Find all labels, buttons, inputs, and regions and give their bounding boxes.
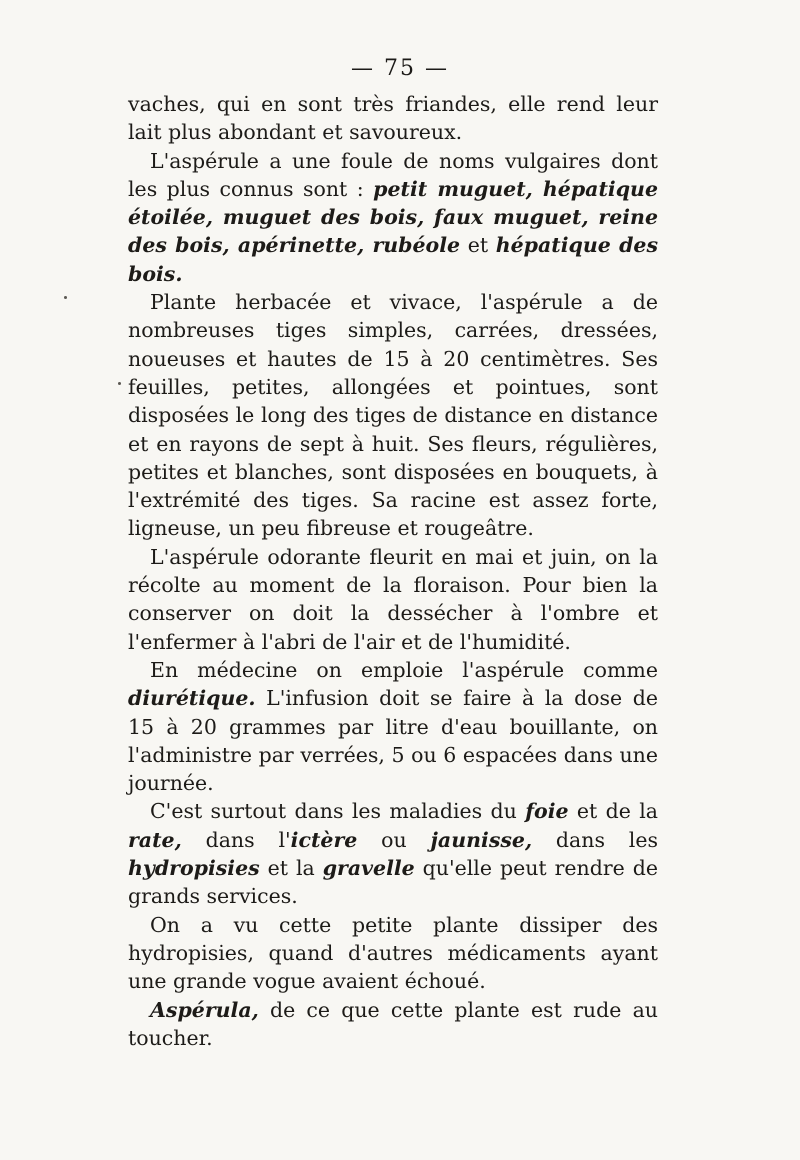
italic-term: ictère <box>290 827 358 852</box>
text-run: dans l' <box>181 827 291 852</box>
text-run: vaches, qui en sont très friandes, elle rend leur lait plus abondant et savoureux. <box>128 92 658 145</box>
text-run: et <box>460 233 496 258</box>
paragraph <box>128 90 658 147</box>
text-run: C'est surtout dans les maladies du <box>150 799 526 824</box>
paragraph <box>128 797 658 910</box>
text-run: et la <box>259 856 323 881</box>
text-run: ou <box>357 827 431 852</box>
paragraph <box>128 996 658 1053</box>
italic-term: jaunisse, <box>430 827 533 852</box>
text-run: L'aspérule a une foule de noms vulgaires dont les plus connus sont : <box>128 148 658 201</box>
paragraph <box>128 656 658 797</box>
italic-term: Aspérula, <box>150 997 259 1022</box>
text-run: qu'elle peut rendre de grands services. <box>128 856 659 909</box>
italic-term: diurétique. <box>128 686 256 711</box>
paragraph <box>128 147 658 288</box>
paragraph <box>128 543 658 656</box>
text-run: On a vu cette petite plante dissiper des hydropisies, quand d'autres médicaments ayant une grande vogue avaient échoué. <box>128 912 658 994</box>
text-run: L'aspérule odorante fleurit en mai et juin, on la récolte au moment de la floraison. Pour bien la conserver on doit la dessécher à l'ombre et l'enfermer à l'abri de l'air et de l'humidité. <box>128 544 658 654</box>
paragraph <box>128 911 658 996</box>
italic-term: petit muguet, hépatique étoilée, muguet des bois, faux muguet, reine des bois, apérinette, rubéole <box>128 176 658 258</box>
text-run: dans les <box>532 827 659 852</box>
italic-term: gravelle <box>322 856 415 881</box>
italic-term: hydropisies <box>128 856 260 881</box>
text-run: L'infusion doit se faire à la dose de 15 à 20 grammes par litre d'eau bouillante, on l'administre par verrées, 5 ou 6 espacées dans une journée. <box>128 686 658 796</box>
text-run: Plante herbacée et vivace, l'aspérule a de nombreuses tiges simples, carrées, dressées, noueuses et hautes de 15 à 20 centimètres. Ses feuilles, petites, allongées et pointues, sont disposées le long des tiges de distance en distance et en rayons de sept à huit. Ses fleurs, régulières, petites et blanches, sont disposées en bouquets, à l'extrémité des tiges. Sa racine est assez forte, ligneuse, un peu fibreuse et rougeâtre. <box>128 290 658 541</box>
text-run: En médecine on emploie l'aspérule comme <box>150 657 658 682</box>
text-run: et de la <box>568 799 658 824</box>
paper-speck <box>118 382 121 385</box>
page-number: — 75 — <box>351 56 449 81</box>
text-run: de ce que cette plante est rude au toucher. <box>128 997 658 1050</box>
paragraph <box>128 288 658 543</box>
italic-term: rate, <box>128 827 182 852</box>
italic-term: foie <box>525 799 569 824</box>
paper-speck <box>64 296 67 299</box>
italic-term: hépatique des bois. <box>128 233 658 286</box>
body-text <box>128 90 658 1052</box>
